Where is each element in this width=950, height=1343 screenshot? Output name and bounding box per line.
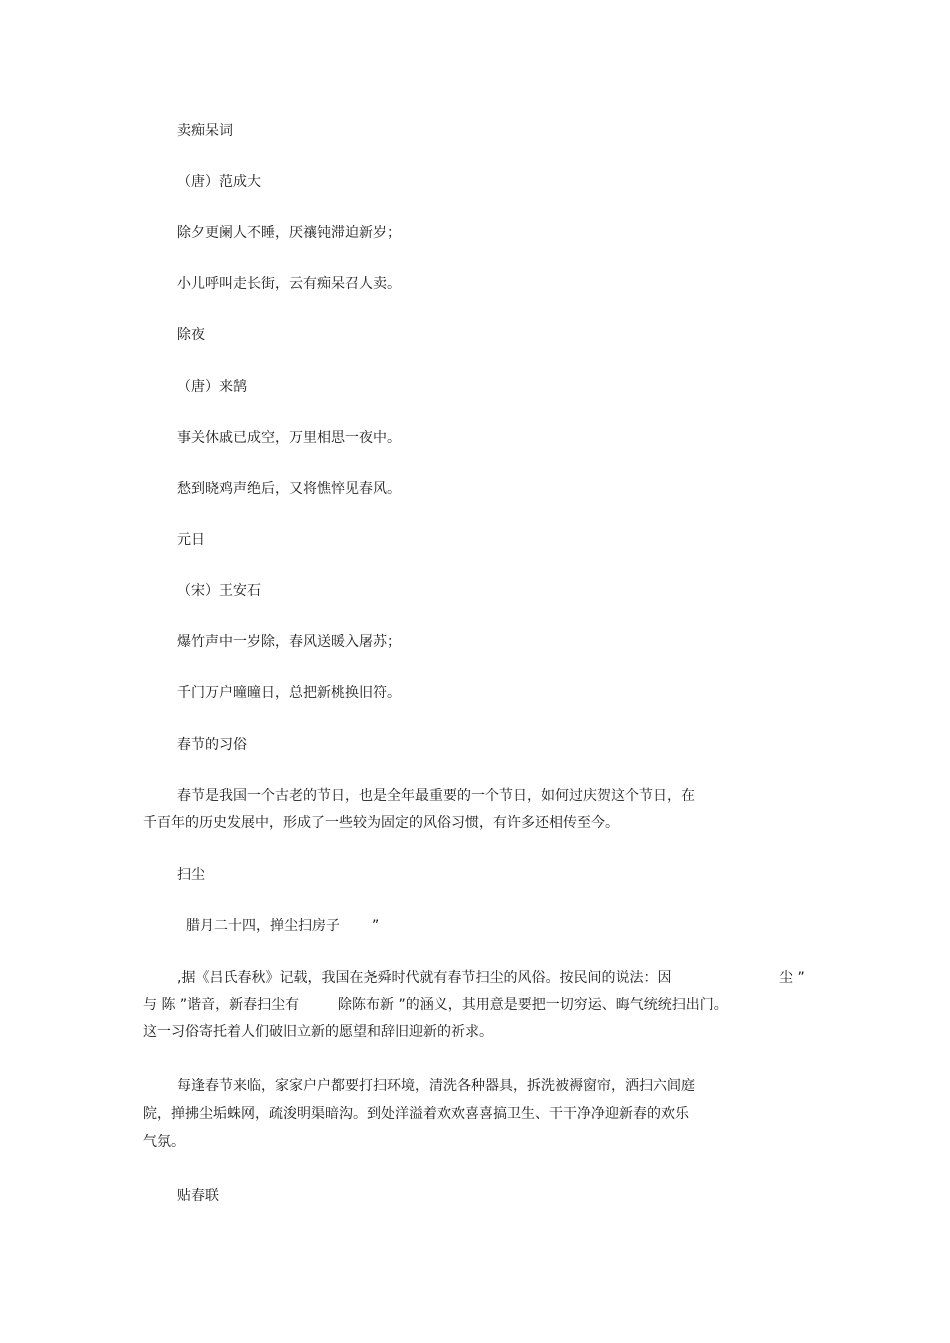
- paragraph-line: 院，掸拂尘垢蛛网，疏浚明渠暗沟。到处洋溢着欢欢喜喜搞卫生、干干净净迎新春的欢乐: [143, 1106, 689, 1122]
- subsection-heading: 贴春联: [177, 1188, 219, 1204]
- poem-line: 愁到晓鸡声绝后，又将憔悴见春风。: [177, 481, 401, 497]
- poem-line: 除夕更阑人不睡，厌禳钝滞迫新岁；: [177, 225, 401, 241]
- paragraph-line: 春节是我国一个古老的节日，也是全年最重要的一个节日，如何过庆贺这个节日，在: [177, 788, 695, 804]
- poem-line: 千门万户曈曈日，总把新桃换旧符。: [177, 685, 401, 701]
- poem-line: 爆竹声中一岁除，春风送暖入屠苏；: [177, 634, 401, 650]
- folk-saying-quote: ”: [372, 918, 380, 934]
- paragraph-fragment: 尘 ”: [779, 970, 805, 986]
- poem-author: （唐）范成大: [177, 174, 261, 190]
- poem-line: 小儿呼叫走长街，云有痴呆召人卖。: [177, 276, 401, 292]
- paragraph-line: 千百年的历史发展中，形成了一些较为固定的风俗习惯，有许多还相传至今。: [143, 815, 619, 831]
- paragraph-line: ,据《吕氏春秋》记载，我国在尧舜时代就有春节扫尘的风俗。按民间的说法：因: [177, 970, 672, 986]
- poem-title: 除夜: [177, 327, 205, 343]
- paragraph-line: 气氛。: [143, 1134, 185, 1150]
- poem-title: 卖痴呆词: [177, 123, 233, 139]
- folk-saying: 腊月二十四，掸尘扫房子: [186, 918, 340, 934]
- paragraph-fragment: 与 陈 ”谐音，新春扫尘有: [143, 997, 300, 1013]
- subsection-heading: 扫尘: [177, 867, 205, 883]
- paragraph-line: 这一习俗寄托着人们破旧立新的愿望和辞旧迎新的祈求。: [143, 1024, 493, 1040]
- poem-line: 事关休戚已成空，万里相思一夜中。: [177, 430, 401, 446]
- section-heading: 春节的习俗: [177, 737, 247, 753]
- poem-title: 元日: [177, 532, 205, 548]
- paragraph-fragment: 除陈布新 ”的涵义，其用意是要把一切穷运、晦气统统扫出门。: [338, 997, 728, 1013]
- paragraph-line: 每逢春节来临，家家户户都要打扫环境，清洗各种器具，拆洗被褥窗帘，洒扫六闾庭: [177, 1078, 695, 1094]
- poem-author: （唐）来鹄: [177, 379, 247, 395]
- poem-author: （宋）王安石: [177, 583, 261, 599]
